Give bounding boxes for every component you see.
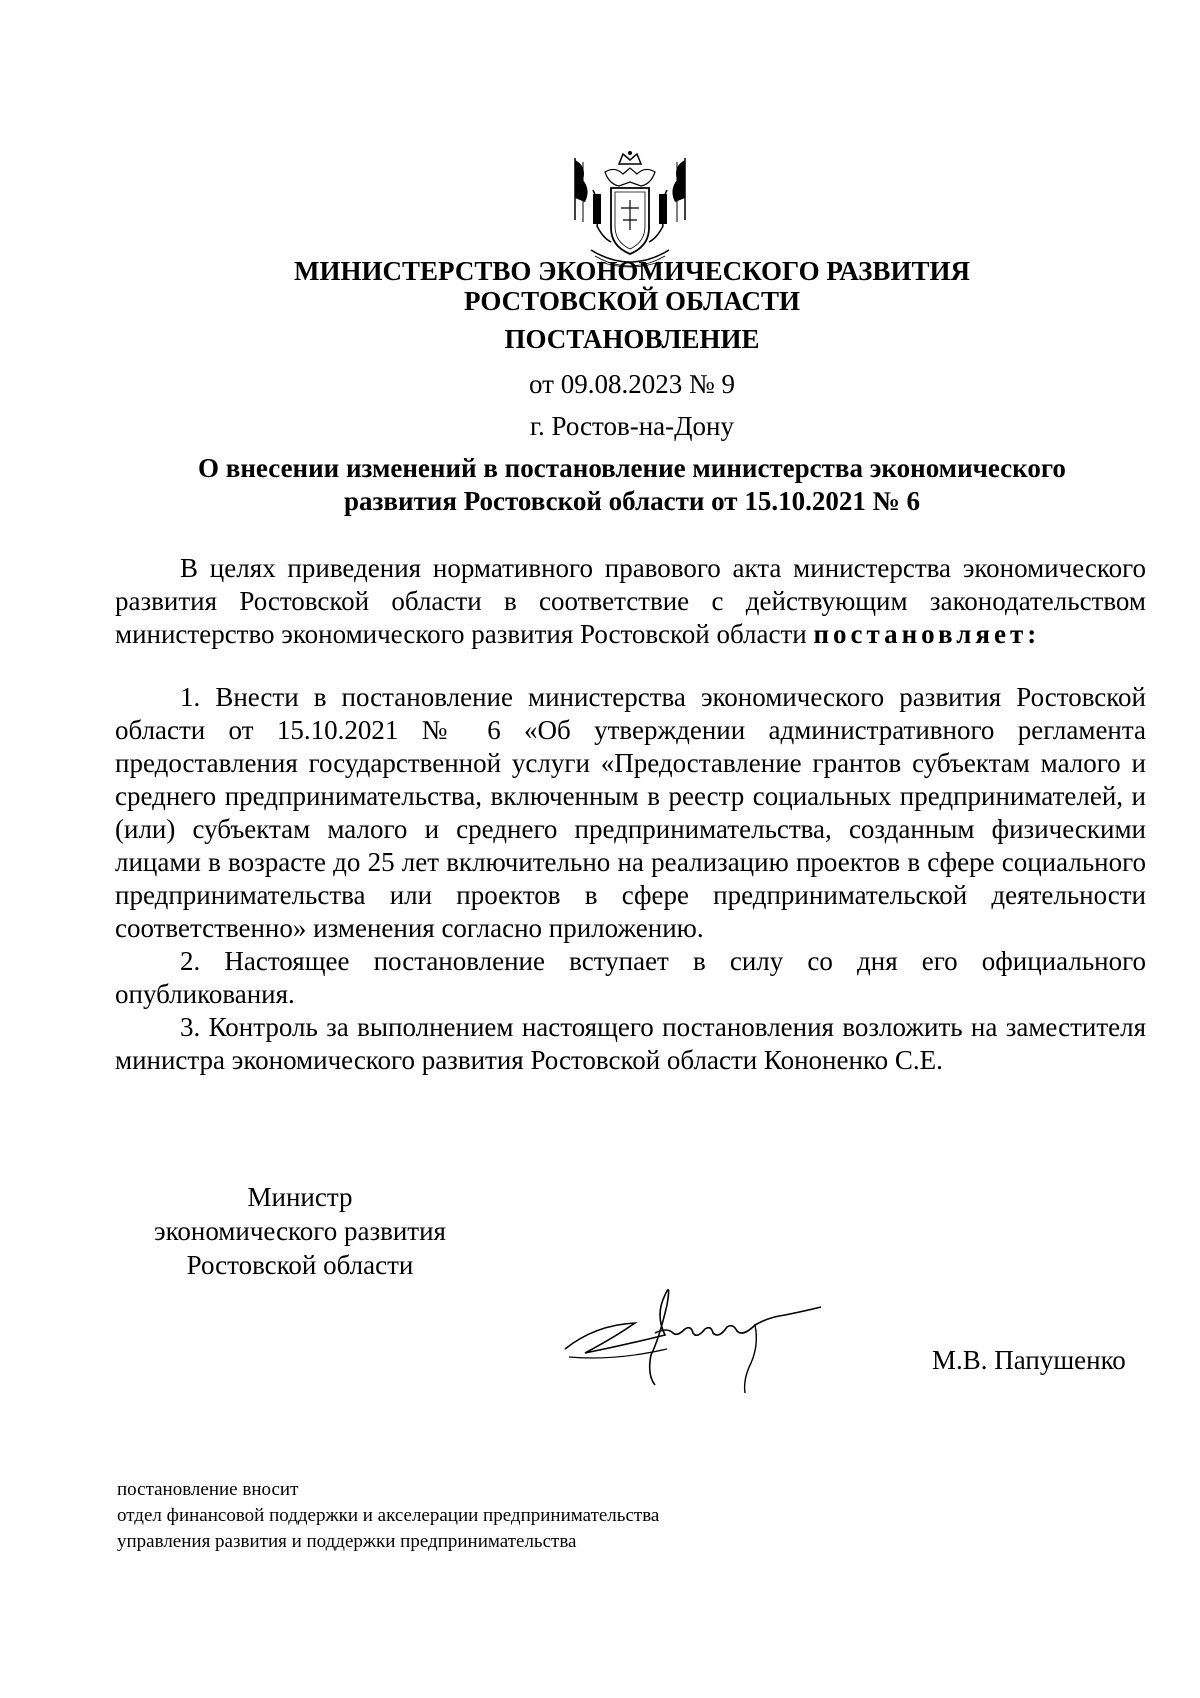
document-title [160, 452, 1104, 518]
document-type: ПОСТАНОВЛЕНИЕ [504, 324, 760, 354]
signatory-name: М.В. Папушенко [932, 1345, 1126, 1375]
footer-line3: управления развития и поддержки предпринимательства [117, 1531, 577, 1552]
resolves-word: постановляет: [813, 619, 1041, 649]
document-title-line2: развития Ростовской области от 15.10.2021 № 6 [344, 486, 920, 516]
signatory-position [140, 1180, 460, 1282]
ministry-name-line1: МИНИСТЕРСТВО ЭКОНОМИЧЕСКОГО РАЗВИТИЯ [294, 256, 970, 286]
preamble-text: В целях приведения нормативного правового акта министерства экономического развития Ростовской области в соответствие с действующим законодательством министерство экономического развития Ростовской области [115, 553, 1146, 649]
ministry-name-line2: РОСТОВСКОЙ ОБЛАСТИ [464, 286, 800, 316]
footer-note [117, 1477, 659, 1555]
document-body [115, 552, 1146, 1077]
document-city: г. Ростов-на-Дону [529, 411, 734, 441]
signatory-position-line2: экономического развития [154, 1216, 446, 1246]
item-1-paragraph: 1. Внести в постановление министерства экономического развития Ростовской области от 15.10.2021 № 6 «Об утверждении административного регламента предоставления государственной услуги «Предоставление грантов субъектам малого и среднего предпринимательства, включенным в реестр социальных предпринимателей, и (или) субъектам малого и среднего предпринимательства, созданным физическими лицами в возрасте до 25 лет включительно на реализацию проектов в сфере социального предпринимательства или проектов в сфере предпринимательской деятельности соответственно» изменения согласно приложению. [115, 682, 1146, 943]
document-date-number: от 09.08.2023 № 9 [529, 369, 735, 399]
signatory-position-line3: Ростовской области [186, 1250, 414, 1280]
handwritten-signature-icon [555, 1275, 855, 1405]
signatory-position-line1: Министр [247, 1182, 353, 1212]
item-3-paragraph: 3. Контроль за выполнением настоящего постановления возложить на заместителя министра экономического развития Ростовской области Кононенко С.Е. [115, 1012, 1146, 1075]
preamble-paragraph [115, 552, 1146, 651]
item-2-paragraph: 2. Настоящее постановление вступает в силу со дня его официального опубликования. [115, 946, 1146, 1009]
document-title-line1: О внесении изменений в постановление министерства экономического [198, 453, 1066, 483]
footer-line1: постановление вносит [117, 1479, 299, 1500]
footer-line2: отдел финансовой поддержки и акселерации предпринимательства [117, 1505, 660, 1526]
